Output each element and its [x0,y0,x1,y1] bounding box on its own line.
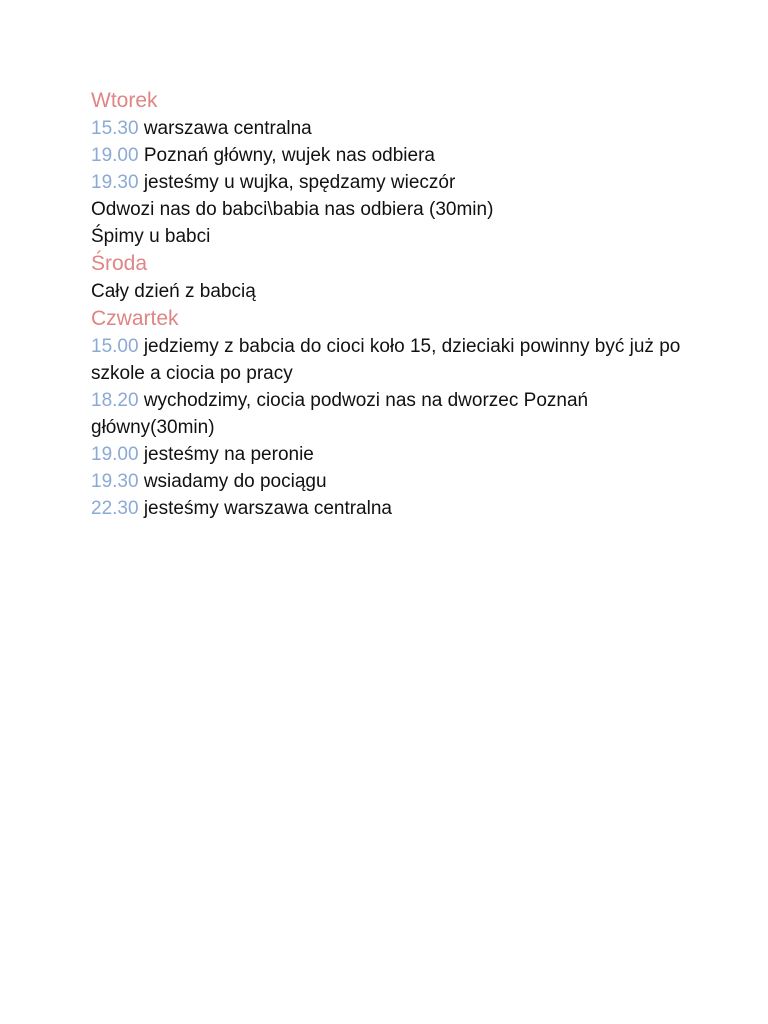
document-page [91,87,691,522]
entry-text: jedziemy z babcia do cioci koło 15, dzieciaki powinny być już po szkole a ciocia po pracy [91,336,681,384]
entry-time: 19.30 [91,471,139,492]
schedule-entry [91,441,691,468]
entry-text: Cały dzień z babcią [91,281,256,302]
entry-text: jesteśmy na peronie [143,444,314,465]
day-section-thursday [91,305,691,522]
day-heading: Czwartek [91,307,179,330]
schedule-entry [91,142,691,169]
entry-time: 18.20 [91,390,139,411]
entry-text: jesteśmy warszawa centralna [143,498,392,519]
day-heading: Środa [91,252,148,275]
schedule-entry [91,387,691,441]
entry-text: wychodzimy, ciocia podwozi nas na dworzec Poznań główny(30min) [91,390,589,438]
schedule-entry [91,223,691,250]
entry-text: warszawa centralna [143,118,312,139]
schedule-entry [91,468,691,495]
entry-time: 19.00 [91,145,139,166]
entry-text: wsiadamy do pociągu [143,471,327,492]
entry-time: 22.30 [91,498,139,519]
entry-text: Poznań główny, wujek nas odbiera [143,145,435,166]
schedule-entry [91,196,691,223]
day-section-tuesday [91,87,691,250]
entry-time: 15.30 [91,118,139,139]
schedule-entry [91,333,691,387]
schedule-entry [91,278,691,305]
entry-time: 15.00 [91,336,139,357]
entry-time: 19.30 [91,172,139,193]
schedule-entry [91,115,691,142]
day-heading: Wtorek [91,89,158,112]
schedule-entry [91,169,691,196]
entry-text: Odwozi nas do babci\babia nas odbiera (30min) [91,199,494,220]
entry-text: jesteśmy u wujka, spędzamy wieczór [143,172,456,193]
day-section-wednesday [91,250,691,305]
entry-time: 19.00 [91,444,139,465]
schedule-entry [91,495,691,522]
entry-text: Śpimy u babci [91,226,211,247]
